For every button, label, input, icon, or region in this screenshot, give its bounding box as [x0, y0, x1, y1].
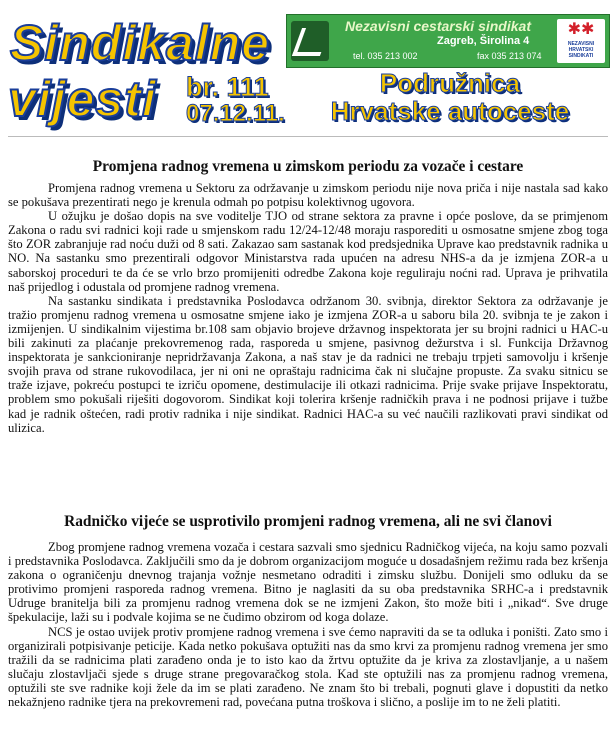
brand-title-line-1: Sindikalne — [10, 15, 271, 71]
branch-title-line-2: Hrvatske autoceste — [330, 96, 570, 126]
article-2-heading: Radničko vijeće se usprotivilo promjeni radnog vremena, ali ne svi članovi — [64, 513, 552, 530]
article-1-body — [8, 181, 608, 435]
article-2-paragraph-2: NCS je ostao uvijek protiv promjene radnog vremena i sve ćemo napraviti da se ta odluka i poništi. Zato smo i organizirali potpisivanje peticije. Kada netko pokušava optužiti nas da smo krvi za promjenu radnog vremena jer smo tražili da se radnicima plati zarađeno onda je to isto kao da žrtvu optužite da je kriva za zlostavljanje, a u našem slučaju zlostavljači sjede s druge strane pregovaračkog stola. Kad ste optužili nas za promjenu radnog vremena, optužili ste sve radnike koji žele da im se plati zarađeno. Ne znam što bi trebali, pognuti glave i dopustiti da netko nekažnjeno radnike tjera na prekovremeni rad, povećana putna troškova i slično, a poslije im to ne želi platiti. — [8, 624, 608, 710]
masthead — [0, 0, 616, 132]
article-2-body — [8, 540, 608, 709]
union-banner — [286, 14, 610, 68]
union-name: Nezavisni cestarski sindikat — [345, 18, 531, 34]
article-1-paragraph-1: Promjena radnog vremena u Sektoru za održavanje u zimskom periodu nije nova priča i nije nastala sad kako se pokušava prezentirati nego je krenula odmah po potpisu kolektivnog ugovora. — [8, 181, 608, 210]
masthead-divider — [8, 136, 608, 137]
issue-number: br. 111 — [186, 72, 269, 102]
article-1-heading: Promjena radnog vremena u zimskom periodu za vozače i cestare — [92, 158, 524, 175]
article-1-paragraph-2: U ožujku je došao dopis na sve voditelje TJO od strane sektora za pravne i opće poslove, da se primjenom Zakona o radu svi radnici koji rade u smjenskom radu 12/24-12/48 moraju rasporediti u osmosatne smjene zbog toga što ZOR zabranjuje rad noću duži od 8 sati. Zakazao sam sastanak kod predsjednika Uprave kao predstavnik radnika u NO. Na sastanku smo prezentirali odgovor Ministarstva rada upućen na adresu NHS-a da je izmjena ZOR-a u saborskoj proceduri te da će se vrlo brzo promijeniti odredbe Zakona koje reguliraju noćni rad. Uprava je prihvatila naš prijedlog i odustala od promjene radnog vremena. — [8, 209, 608, 294]
article-1-paragraph-3: Na sastanku sindikata i predstavnika Poslodavca održanom 30. svibnja, direktor Sektora za održavanje je tražio promjenu radnog vremena u osmosatne smjene iako je izmjena ZOR-a u saboru bila 20. svibnja te je zakon i izmijenjen. U sindikalnim vijestima br.108 sam objavio brojeve državnog inspektorata jer su brojni radnici u HAC-u bili zakinuti za plaćanje prekovremenog rada, rasporeda u smjene, pasivnog dežurstva i sl. Funkcija Državnog inspektorata je sankcioniranje nepridržavanja Zakona, a naš stav je da radnici ne trebaju trpjeti samovolju i kršenje svojih prava od strane rukovodilaca, jer ni oni ne opraštaju radnicima čak ni slučajne propuste. Za svaku sitnicu se traže izjave, pokreću postupci te izriču opomene, destimulacije ili otkazi radnicima. Prije svake prijave Inspektoratu, problem smo pokušali riješiti dogovorom. Sindikat koji tolerira kršenje radničkih prava i ne podnosi prijave i tužbe kad je radnik oštećen, radi protiv radnika i nije sindikat. Radnici HAC-a su već naučili razlikovati pravi sindikat od ulizica. — [8, 293, 608, 435]
issue-date: 07.12.11. — [186, 100, 285, 127]
hns-logo — [557, 19, 605, 63]
union-fax: fax 035 213 074 — [477, 51, 542, 61]
hns-logo-text: NEZAVISNI HRVATSKI SINDIKATI — [567, 41, 595, 59]
road-logo-icon — [291, 21, 329, 61]
article-2-paragraph-1: Zbog promjene radnog vremena vozača i cestara sazvali smo sjednicu Radničkog vijeća, na koju samo pozvali i predstavnika Poslodavca. Zaključili smo da je dobrom organizacijom moguće u dosadašnjem režimu rada bez kršenja zakona o ograničenju dnevnog trajanja vožnje nesmetano odraditi i zimsku službu. Donijeli smo odluku da se protivimo promjeni rasporeda radnog vremena. Bitno je naglasiti da su oba predstavnika SRHC-a i predstavnik Udruge branitelja bili za promjenu radnog vremena dok se ne izmjeni Zakon, što može biti i „nikad“. Sve druge špekulacije, laži su i podvale kojima se ne čudimo obzirom od koga dolaze. — [8, 540, 608, 625]
people-icon: ✱✱ — [567, 21, 595, 38]
branch-title-line-1: Podružnica — [379, 68, 521, 98]
union-address: Zagreb, Širolina 4 — [437, 35, 530, 47]
brand-title-line-2: vijesti — [8, 71, 157, 127]
union-phone: tel. 035 213 002 — [353, 51, 418, 61]
